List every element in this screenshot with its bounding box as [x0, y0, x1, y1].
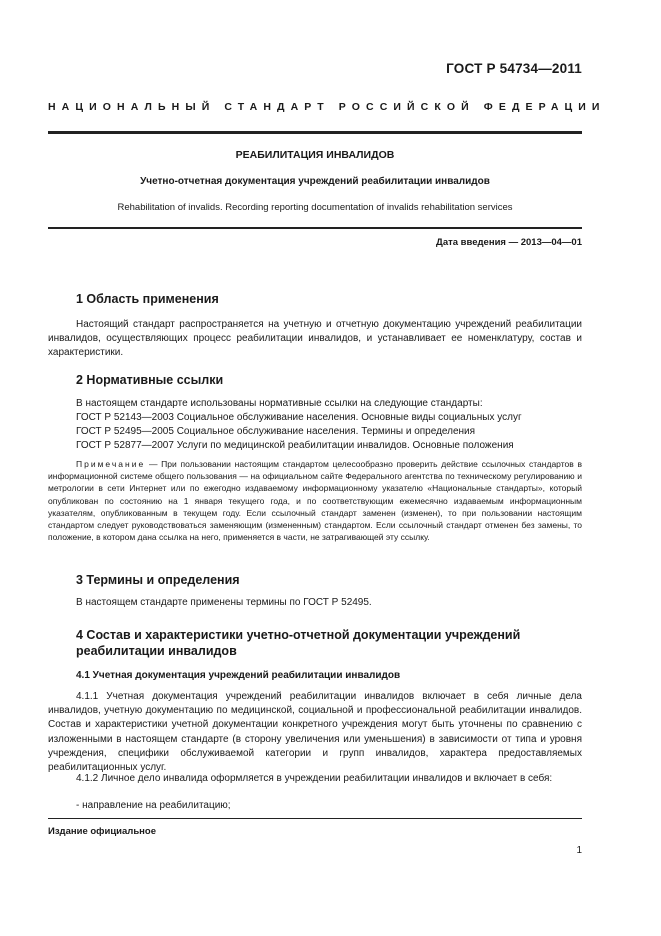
- section-1-text: Настоящий стандарт распространяется на учетную и отчетную документацию учреждений реабилитации инвалидов, осуществляющих процесс реабилитации инвалидов, и устанавливает ее номенклатуру, состав и характеристики.: [48, 319, 582, 359]
- document-subtitle: Учетно-отчетная документация учреждений реабилитации инвалидов: [140, 176, 490, 187]
- section-3-text: В настоящем стандарте применены термины по ГОСТ Р 52495.: [76, 597, 372, 608]
- reference-item: ГОСТ Р 52877—2007 Услуги по медицинской реабилитации инвалидов. Основные положения: [76, 440, 514, 451]
- note-text: — При пользовании настоящим стандартом целесообразно проверить действие ссылочных стандартов в информационной системе общего пользования — на официальном сайте Федерального агентства по техническому регулированию и метрологии в сети Интернет или по ежегодно издаваемому информационному указателю «Национальные стандарты», который опубликован по состоянию на 1 января текущего года, и по соответствующим ежемесячно издаваемым информационным указателям, опубликованным в текущем году. Если ссылочный стандарт заменен (изменен), то при пользовании настоящим стандартом следует руководствоваться заменяющим (измененным) стандартом. Если ссылочный стандарт отменен без замены, то положение, в котором дана ссылка на него, применяется в части, не затрагивающей эту ссылку.: [48, 459, 582, 543]
- paragraph-4-1-1: [48, 690, 582, 775]
- introduction-date: Дата введения — 2013—04—01: [436, 237, 582, 248]
- footer-divider: [48, 818, 582, 819]
- section-2-note: [48, 458, 582, 543]
- english-title: Rehabilitation of invalids. Recording reporting documentation of invalids rehabilitation services: [117, 202, 513, 213]
- paragraph-4-1-1-text: 4.1.1 Учетная документация учреждений реабилитации инвалидов включает в себя личные дела инвалидов, учетную документацию по медицинской, социальной и профессиональной реабилитации инвалидов. Состав и характеристики учетной документации конкретного учреждения могут быть уточнены по сравнению с изложенными в настоящем стандарте (в сторону увеличения или уменьшения) в зависимости от типа и уровня учреждения, специфики обслуживаемой категории и групп инвалидов, характера предоставляемых реабилитационных услуг.: [48, 691, 582, 774]
- document-code: ГОСТ Р 54734—2011: [446, 61, 582, 76]
- paragraph-4-1-2-text: 4.1.2 Личное дело инвалида оформляется в учреждении реабилитации инвалидов и включает в себя:: [76, 773, 553, 784]
- reference-item: ГОСТ Р 52143—2003 Социальное обслуживание населения. Основные виды социальных услуг: [76, 412, 522, 423]
- note-label: Примечание: [76, 459, 146, 469]
- section-4-heading: 4 Состав и характеристики учетно-отчетной документации учреждений реабилитации инвалидов: [76, 628, 521, 658]
- section-2-heading: 2 Нормативные ссылки: [76, 373, 224, 387]
- header-divider: [48, 131, 582, 134]
- subsection-4-1-heading: 4.1 Учетная документация учреждений реабилитации инвалидов: [76, 670, 401, 681]
- section-2-lead: В настоящем стандарте использованы нормативные ссылки на следующие стандарты:: [76, 398, 483, 409]
- section-1-heading: 1 Область применения: [76, 292, 219, 306]
- national-standard-banner: НАЦИОНАЛЬНЫЙ СТАНДАРТ РОССИЙСКОЙ ФЕДЕРАЦИИ: [48, 101, 606, 113]
- paragraph-4-1-2: [48, 772, 582, 786]
- title-divider: [48, 227, 582, 229]
- list-item: - направление на реабилитацию;: [76, 800, 231, 811]
- page-number: 1: [576, 845, 582, 856]
- reference-item: ГОСТ Р 52495—2005 Социальное обслуживание населения. Термины и определения: [76, 426, 476, 437]
- section-3-heading: 3 Термины и определения: [76, 573, 240, 587]
- official-edition-label: Издание официальное: [48, 826, 156, 837]
- document-title: РЕАБИЛИТАЦИЯ ИНВАЛИДОВ: [235, 149, 395, 161]
- section-1-paragraph: [48, 318, 582, 361]
